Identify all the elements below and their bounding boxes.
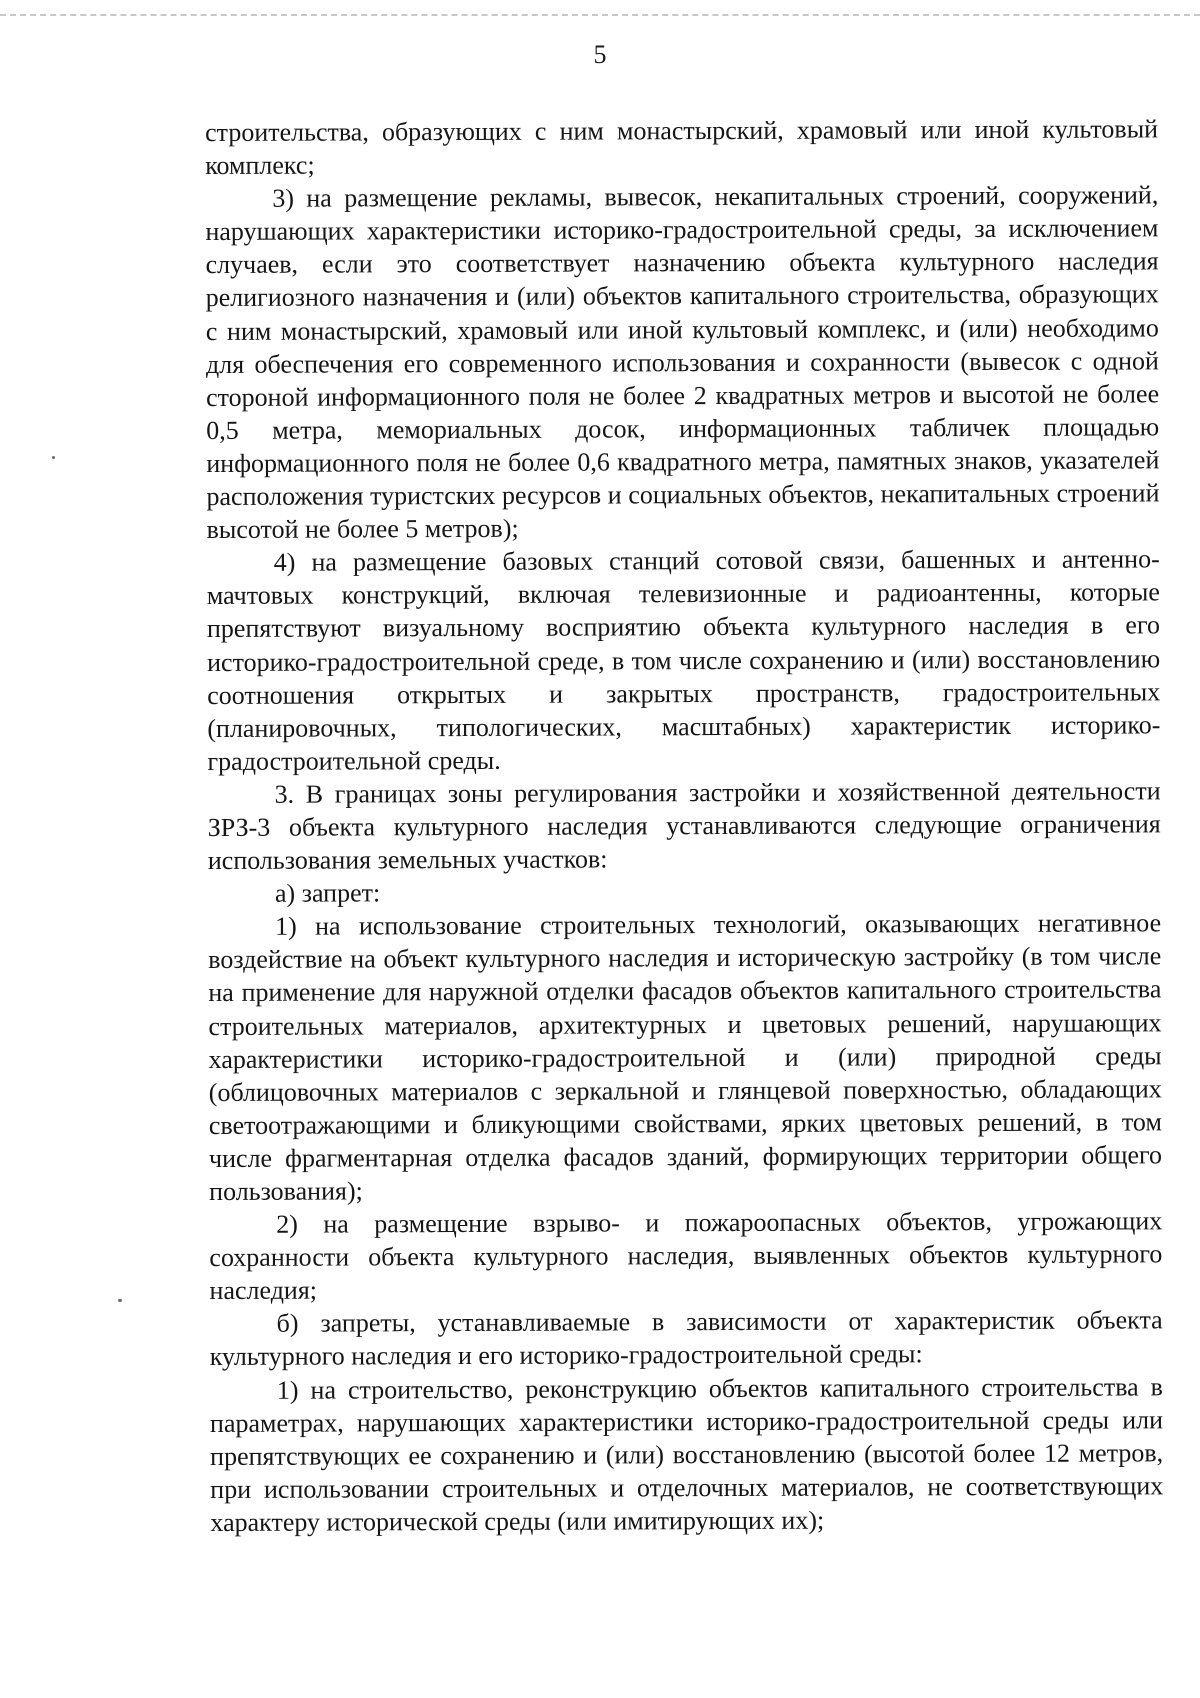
paragraph-item-4: 4) на размещение базовых станций сотовой связи, башенных и антенно-мачтовых конструкций, включая телевизионные и радиоантенны, которые препятствуют визуальному восприятию объекта культурного наследия в его историко-градостроительной среде, в том числе сохранению и (или) восстановлению соотношения открытых и закрытых пространств, градостроительных (планировочных, типологических, масштабных) характеристик историко-градостроительной среды.: [206, 544, 1161, 776]
paragraph-subsection-b: б) запреты, устанавливаемые в зависимости от характеристик объекта культурного наследия и его историко-градостроительной среды:: [209, 1305, 1163, 1372]
paragraph-b-item-1: 1) на строительство, реконструкцию объектов капитального строительства в параметрах, нарушающих характеристики историко-градостроительной среды или препятствующих ее сохранению и (или) восстановлению (высотой более 12 метров, при использовании строительных и отделочных материалов, не соответствующих характеру исторической среды (или имитирующих их);: [209, 1371, 1164, 1537]
page-number: 5: [593, 40, 607, 69]
scan-speck: [52, 456, 55, 459]
paragraph-subsection-a: а) запрет:: [274, 878, 381, 908]
scan-top-edge: [0, 14, 1200, 16]
scan-speck: [118, 1299, 122, 1302]
document-body: [205, 112, 1163, 1539]
paragraph-continuation: строительства, образующих с ним монастырский, храмовый или иной культовый комплекс;: [205, 114, 1159, 181]
paragraph-a-item-2: 2) на размещение взрыво- и пожароопасных объектов, угрожающих сохранности объекта культурного наследия, выявленных объектов культурного наследия;: [209, 1206, 1163, 1306]
paragraph-a-item-1: 1) на использование строительных технологий, оказывающих негативное воздействие на объект культурного наследия и историческую застройку (в том числе на применение для наружной отделки фасадов объектов капитального строительства строительных материалов, архитектурных и цветовых решений, нарушающих характеристики историко-градостроительной и (или) природной среды (облицовочных материалов с зеркальной и глянцевой поверхностью, обладающих светоотражающими и бликующими свойствами, ярких цветовых решений, в том числе фрагментарная отделка фасадов зданий, формирующих территории общего пользования);: [208, 908, 1163, 1206]
paragraph-section-3: 3. В границах зоны регулирования застройки и хозяйственной деятельности ЗРЗ-3 объекта культурного наследия устанавливаются следующие ограничения использования земельных участков:: [207, 776, 1161, 876]
paragraph-item-3: 3) на размещение рекламы, вывесок, некапитальных строений, сооружений, нарушающих характеристики историко-градостроительной среды, за исключением случаев, если это соответствует назначению объекта культурного наследия религиозного назначения и (или) объектов капитального строительства, образующих с ним монастырский, храмовый или иной культовый комплекс, и (или) необходимо для обеспечения его современного использования и сохранности (вывесок с одной стороной информационного поля не более 2 квадратных метров и высотой не более 0,5 метра, мемориальных досок, информационных табличек площадью информационного поля не более 0,6 квадратного метра, памятных знаков, указателей расположения туристских ресурсов и социальных объектов, некапитальных строений высотой не более 5 метров);: [205, 180, 1160, 545]
